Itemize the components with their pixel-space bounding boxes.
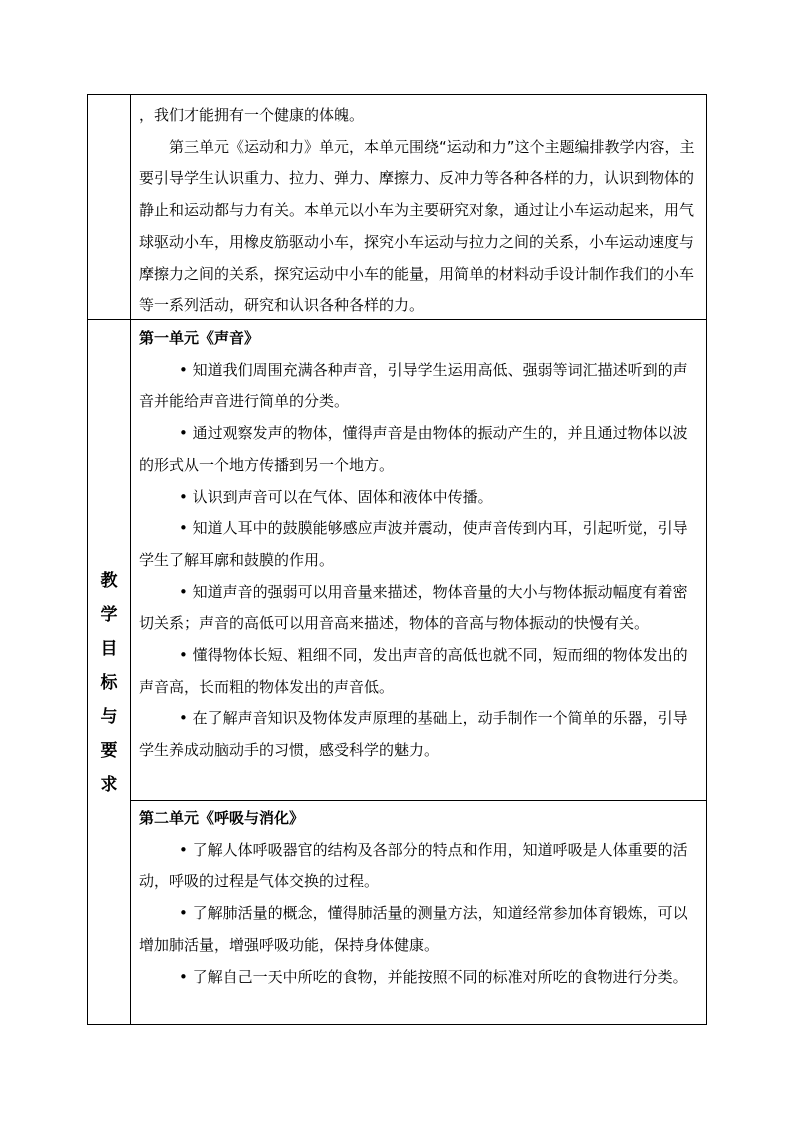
goal-item: • 懂得物体长短、粗细不同，发出声音的高低也就不同，短而细的物体发出的声音高，长而粗的物体发出的声音低。 [139,646,688,696]
border-top [87,94,707,95]
goal-item: • 通过观察发声的物体，懂得声音是由物体的振动产生的，并且通过物体以波的形式从一个地方传播到另一个地方。 [139,424,688,474]
goal-item: • 知道声音的强弱可以用音量来描述，物体音量的大小与物体振动幅度有着密切关系；声音的高低可以用音高来描述，物体的音高与物体振动的快慢有关。 [139,582,688,633]
side-label-char: 学 [100,605,118,625]
side-label-char: 要 [100,741,118,761]
paragraph-continuation: ，我们才能拥有一个健康的体魄。 [139,106,365,124]
goal-item: • 知道我们周围充满各种声音，引导学生运用高低、强弱等词汇描述听到的声音并能给声音进行简单的分类。 [139,360,688,411]
side-label-char: 目 [100,639,118,659]
column-divider [130,94,131,1025]
goal-item: • 在了解声音知识及物体发声原理的基础上，动手制作一个简单的乐器，引导学生养成动脑动手的习惯，感受科学的魅力。 [139,709,688,760]
goal-item: • 了解肺活量的概念，懂得肺活量的测量方法，知道经常参加体育锻炼，可以增加肺活量，增强呼吸功能，保持身体健康。 [139,904,688,954]
side-label-goals [88,564,130,802]
side-label-char: 求 [100,775,118,795]
border-bottom [87,1024,707,1025]
paragraph-unit3: 第三单元《运动和力》单元，本单元围绕“运动和力”这个主题编排教学内容，主要引导学生认识重力、拉力、弹力、摩擦力、反冲力等各种各样的力，认识到物体的静止和运动都与力有关。本单元以小车为主要研究对象，通过让小车运动起来，用气球驱动小车，用橡皮筋驱动小车，探究小车运动与拉力之间的关系，小车运动速度与摩擦力之间的关系，探究运动中小车的能量，用简单的材料动手设计制作我们的小车等一系列活动，研究和认识各种各样的力。 [139,137,695,315]
row-divider-2 [130,800,707,801]
border-right [706,94,707,1025]
unit-title-breathing: 第二单元《呼吸与消化》 [139,809,305,827]
border-left [87,94,88,1025]
goal-item: • 了解自己一天中所吃的食物，并能按照不同的标准对所吃的食物进行分类。 [179,967,688,986]
goal-item: • 了解人体呼吸器官的结构及各部分的特点和作用，知道呼吸是人体重要的活动，呼吸的过程是气体交换的过程。 [139,840,688,891]
side-label-char: 教 [100,571,118,591]
side-label-char: 标 [100,673,118,693]
section-sound-unit [139,323,699,767]
goal-item: • 认识到声音可以在气体、固体和液体中传播。 [179,487,493,506]
goal-item: • 知道人耳中的鼓膜能够感应声波并震动，使声音传到内耳，引起听觉，引导学生了解耳廓和鼓膜的作用。 [139,519,688,569]
unit-title-sound: 第一单元《声音》 [139,329,260,347]
side-label-char: 与 [100,707,118,727]
section-breathing-unit [139,803,699,993]
section-unit3-text [139,100,699,322]
